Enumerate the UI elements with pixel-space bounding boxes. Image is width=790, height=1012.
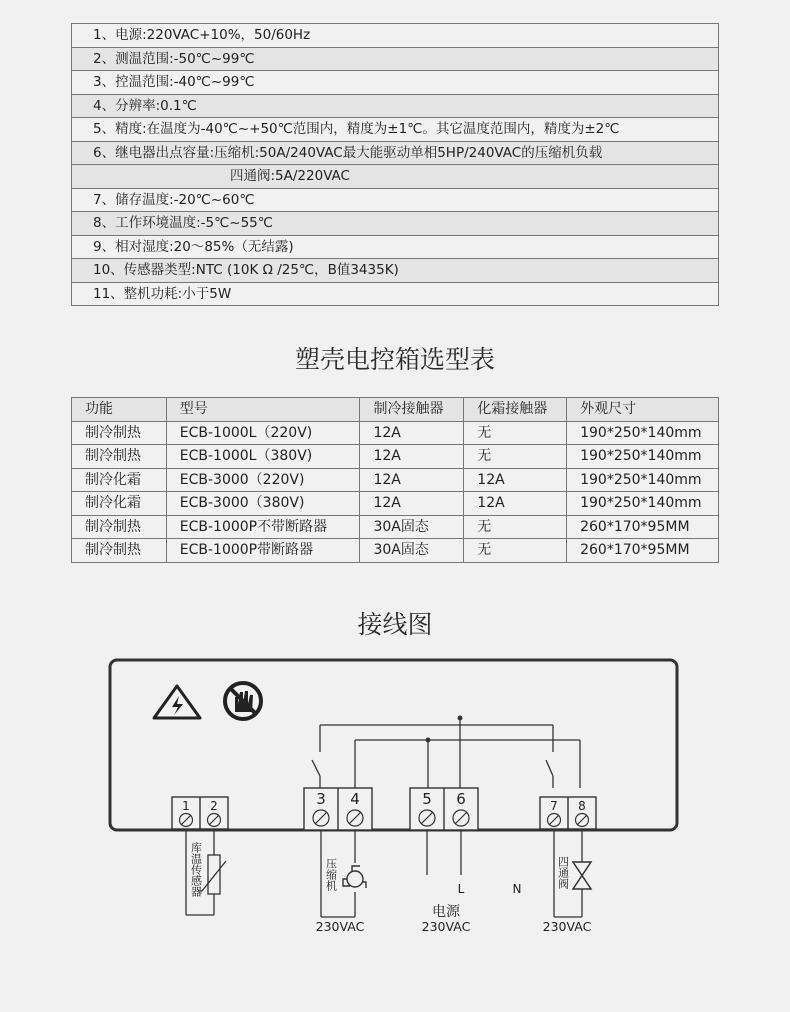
- cell-defrost: 12A: [464, 492, 567, 516]
- header-function: 功能: [72, 398, 167, 422]
- terminal-5-label: 5: [422, 790, 432, 808]
- cell-cooling: 30A固态: [360, 539, 464, 563]
- header-defrost-contactor: 化霜接触器: [464, 398, 567, 422]
- cell-model: ECB-3000（220V): [166, 468, 360, 492]
- cell-defrost: 无: [464, 539, 567, 563]
- cell-function: 制冷制热: [72, 445, 167, 469]
- cell-cooling: 12A: [360, 445, 464, 469]
- sensor-label: 库温传感器: [189, 842, 203, 897]
- header-dimensions: 外观尺寸: [567, 398, 719, 422]
- cell-defrost: 12A: [464, 468, 567, 492]
- spec-text: 7、储存温度:-20℃~60℃: [72, 188, 719, 212]
- terminal-4-label: 4: [350, 790, 360, 808]
- terminal-blocks: [172, 788, 596, 830]
- spec-text: 6、继电器出点容量:压缩机:50A/240VAC最大能驱动单相5HP/240VAC的压缩机负载: [72, 141, 719, 165]
- cell-defrost: 无: [464, 515, 567, 539]
- selection-title: 塑壳电控箱选型表: [294, 345, 495, 374]
- power-voltage: 230VAC: [421, 919, 471, 934]
- cell-model: ECB-1000P带断路器: [166, 539, 360, 563]
- spec-text: 10、传感器类型:NTC (10K Ω /25℃，B值3435K): [72, 259, 719, 283]
- cell-model: ECB-1000L（380V): [166, 445, 360, 469]
- cell-size: 260*170*95MM: [567, 539, 719, 563]
- spec-text: 8、工作环境温度:-5℃~55℃: [72, 212, 719, 236]
- cell-cooling: 12A: [360, 421, 464, 445]
- no-touch-icon: [225, 683, 261, 719]
- terminal-6-label: 6: [456, 790, 466, 808]
- cell-size: 190*250*140mm: [567, 445, 719, 469]
- terminal-3-label: 3: [316, 790, 326, 808]
- valve-icon: [573, 862, 591, 889]
- terminal-1-label: 1: [182, 799, 190, 813]
- cell-cooling: 30A固态: [360, 515, 464, 539]
- neutral-label: N: [512, 882, 522, 896]
- valve-label: 四通阀: [556, 856, 570, 889]
- terminal-8-label: 8: [578, 799, 586, 813]
- spec-text: 1、电源:220VAC+10%，50/60Hz: [72, 24, 719, 48]
- external-wiring: [186, 829, 582, 917]
- cell-size: 190*250*140mm: [567, 492, 719, 516]
- power-label: 电源: [432, 904, 460, 920]
- header-cooling-contactor: 制冷接触器: [360, 398, 464, 422]
- high-voltage-warning-icon: [154, 686, 200, 718]
- spec-text: 11、整机功耗:小于5W: [72, 282, 719, 306]
- spec-text: 3、控温范围:-40℃~99℃: [72, 71, 719, 95]
- wiring-title: 接线图: [357, 610, 433, 639]
- compressor-voltage: 230VAC: [315, 919, 365, 934]
- valve-voltage: 230VAC: [542, 919, 592, 934]
- cell-function: 制冷化霜: [72, 492, 167, 516]
- line-label: L: [457, 882, 465, 896]
- cell-function: 制冷制热: [72, 539, 167, 563]
- header-model: 型号: [166, 398, 360, 422]
- terminal-numbers: [182, 790, 586, 813]
- cell-function: 制冷化霜: [72, 468, 167, 492]
- cell-model: ECB-3000（380V): [166, 492, 360, 516]
- terminal-2-label: 2: [210, 799, 218, 813]
- cell-size: 190*250*140mm: [567, 468, 719, 492]
- spec-text: 4、分辨率:0.1℃: [72, 94, 719, 118]
- cell-defrost: 无: [464, 445, 567, 469]
- cell-size: 190*250*140mm: [567, 421, 719, 445]
- spec-text: 2、测温范围:-50℃~99℃: [72, 47, 719, 71]
- compressor-label: 压缩机: [324, 858, 338, 891]
- screw-terminal-icon: [180, 810, 589, 827]
- spec-text: 9、相对湿度:20～85%（无结露): [72, 235, 719, 259]
- cell-cooling: 12A: [360, 492, 464, 516]
- spec-text: 四通阀:5A/220VAC: [72, 165, 719, 189]
- compressor-icon: [343, 866, 366, 888]
- spec-text: 5、精度:在温度为-40℃~+50℃范围内，精度为±1℃。其它温度范围内，精度为±2℃: [72, 118, 719, 142]
- cell-cooling: 12A: [360, 468, 464, 492]
- cell-function: 制冷制热: [72, 515, 167, 539]
- cell-size: 260*170*95MM: [567, 515, 719, 539]
- cell-model: ECB-1000P不带断路器: [166, 515, 360, 539]
- cell-model: ECB-1000L（220V): [166, 421, 360, 445]
- cell-function: 制冷制热: [72, 421, 167, 445]
- internal-wiring: [312, 716, 580, 788]
- cell-defrost: 无: [464, 421, 567, 445]
- terminal-7-label: 7: [550, 799, 558, 813]
